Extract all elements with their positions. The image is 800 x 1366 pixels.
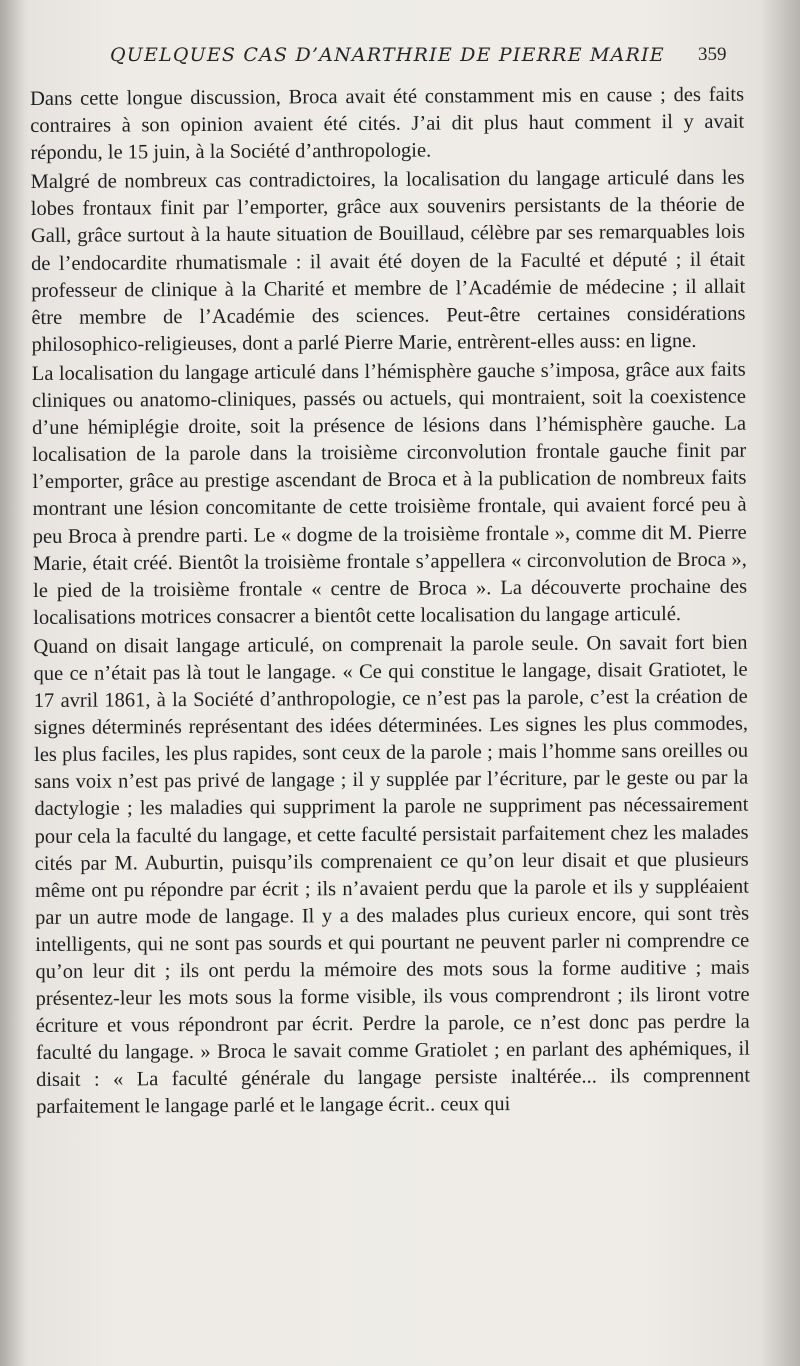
binding-shadow	[0, 0, 24, 1366]
paragraph-3: La localisation du langage articulé dans l’hémisphère gauche s’imposa, grâce aux faits cliniques ou anatomo-cliniques, passés ou actuels, qui montraient, soit la coexistence d’une hémiplégie droite, soit la présence de lésions dans l’hémisphère gauche. La localisation de la parole dans la troisième circonvolution frontale gauche finit par l’emporter, grâce au prestige ascendant de Broca et à la publication de nombreux faits montrant une lésion concomitante de cette troisième frontale, qui avaient forcé peu à peu Broca à prendre parti. Le « dogme de la troisième frontale », comme dit M. Pierre Marie, était créé. Bientôt la troisième frontale s’appellera « circonvolution de Broca », le pied de la troisième frontale « centre de Broca ». La découverte prochaine des localisations motrices consacrer a bientôt cette localisation du langage articulé.	[31, 358, 748, 629]
paragraph-4: Quand on disait langage articulé, on comprenait la parole seule. On savait fort bien que ce n’était pas là tout le langage. « Ce qui constitue le langage, disait Gratiotet, le 17 avril 1861, à la Société d’anthropologie, ce n’est pas la parole, c’est la création de signes déterminés représentant des idées déterminées. Les signes les plus commodes, les plus faciles, les plus rapides, sont ceux de la parole ; mais l’homme sans oreilles ou sans voix n’est pas privé de langage ; il y supplée par l’écriture, par le geste ou par la dactylogie ; les maladies qui suppriment la parole ne suppriment pas nécessairement pour cela la faculté du langage, et cette faculté persistait parfaitement chez les malades cités par M. Auburtin, puisqu’ils comprenaient ce qu’on leur disait et que plusieurs même ont pu répondre par écrit ; ils n’avaient perdu que la parole et ils y suppléaient par un autre mode de langage. Il y a des malades plus curieux encore, qui sont très intelligents, qui ne sont pas sourds et qui pourtant ne peuvent parler ni comprendre ce qu’on leur dit ; ils ont perdu la mémoire des mots sous la forme auditive ; mais présentez-leur les mots sous la forme visible, ils vous comprendront ; ils liront votre écriture et vous répondront par écrit. Perdre la parole, ce n’est donc pas perdre la faculté du langage. » Broca le savait comme Gratiolet ; en parlant des aphémiques, il disait : « La faculté générale du langage persiste inaltérée... ils comprennent parfaitement le langage parlé et le langage écrit.. ceux qui	[33, 631, 751, 1119]
paragraph-2: Malgré de nombreux cas contradictoires, la localisation du langage articulé dans les lobes frontaux finit par l’emporter, grâce aux souvenirs persistants de la théorie de Gall, grâce surtout à la haute situation de Bouillaud, célèbre par ses remarquables lois de l’endocardite rhumatismale : il avait été doyen de la Faculté et député ; il était professeur de clinique à la Charité et membre de l’Académie de médecine ; il allait être membre de l’Académie des sciences. Peut-être certaines considérations philosophico-religieuses, dont a parlé Pierre Marie, entrèrent-elles auss: en ligne.	[30, 166, 746, 356]
body-text	[30, 82, 750, 1122]
paragraph-1: Dans cette longue discussion, Broca avait été constamment mis en cause ; des faits contraires à son opinion avaient été cités. J’ai dit plus haut comment il y avait répondu, le 15 juin, à la Société d’anthropologie.	[30, 83, 745, 165]
running-title: QUELQUES CAS D’ANARTHRIE DE PIERRE MARIE	[110, 44, 665, 66]
page-edge-shadow	[760, 0, 800, 1366]
page-number: 359	[698, 44, 727, 65]
